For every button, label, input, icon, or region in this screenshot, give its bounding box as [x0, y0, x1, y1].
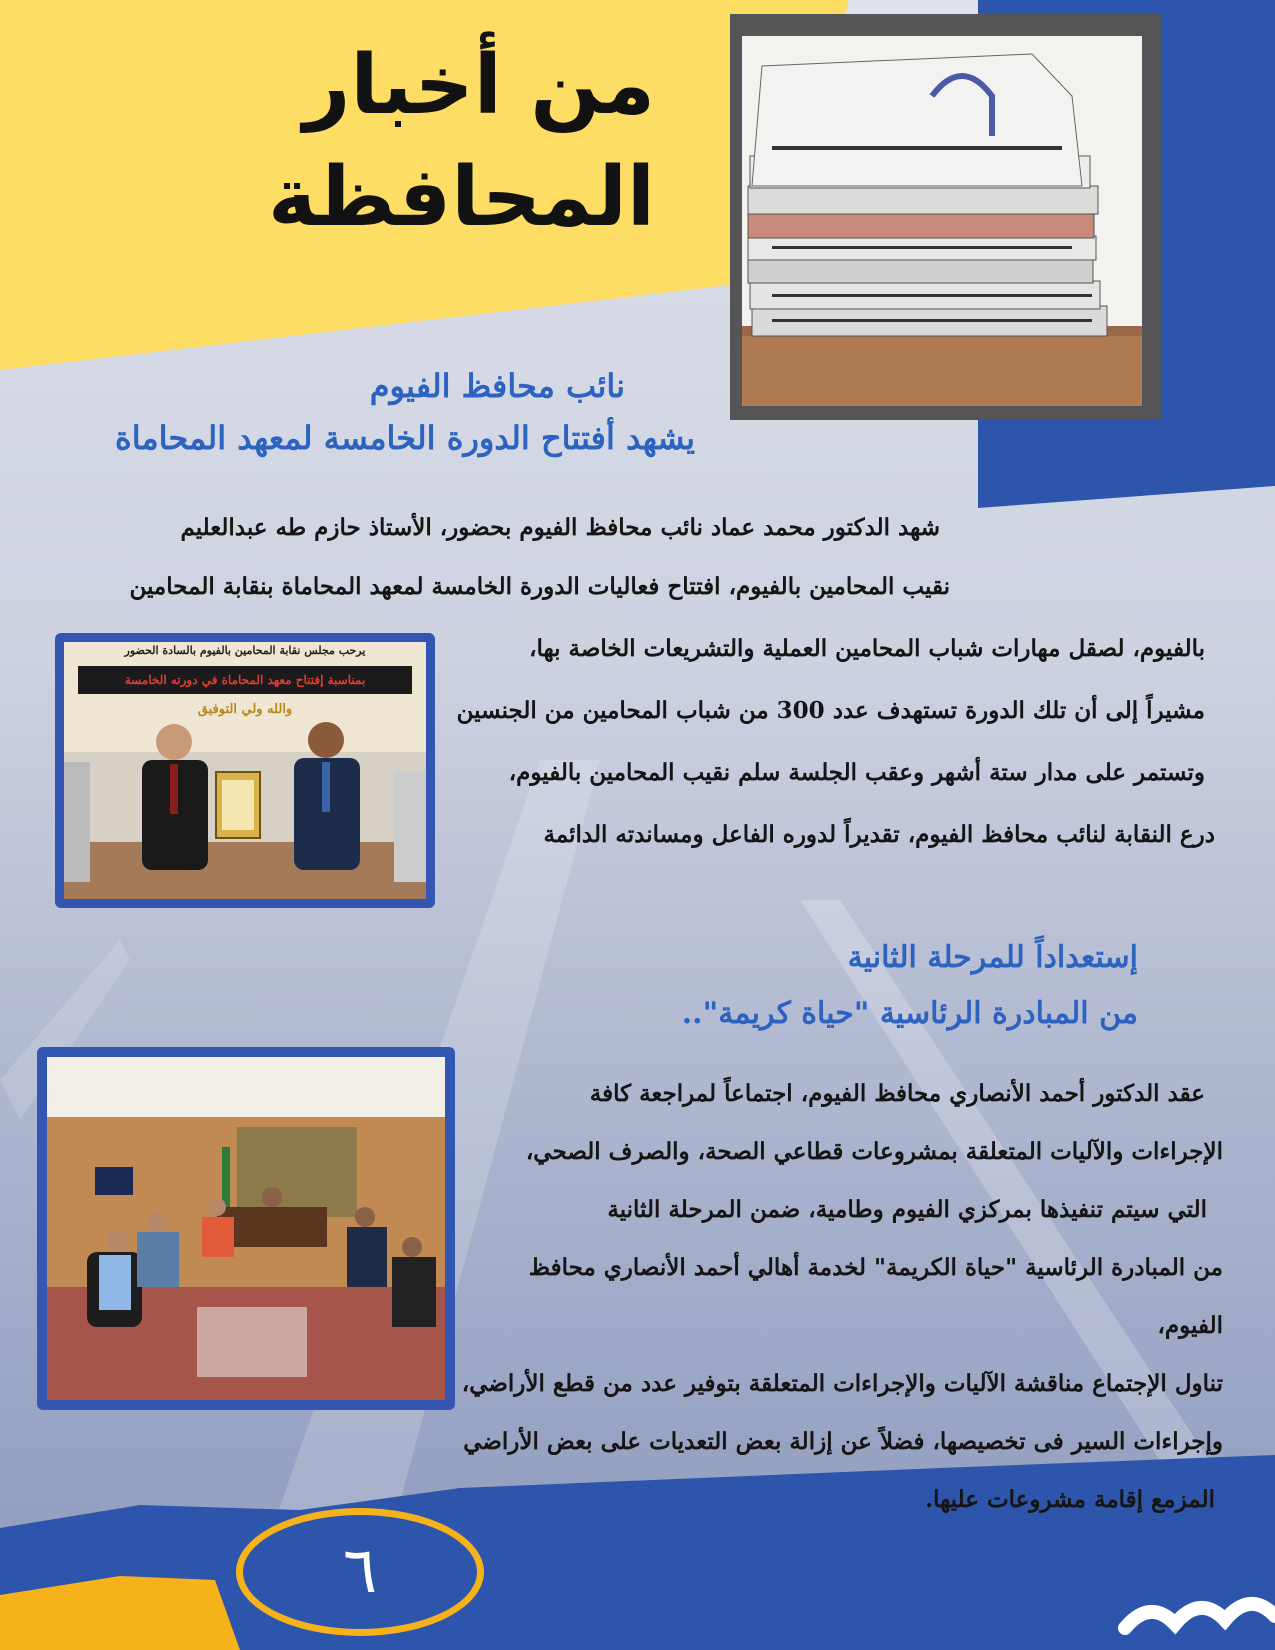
- banner-text-line1: يرحب مجلس نقابة المحامين بالفيوم بالسادة الحضور: [124, 644, 366, 657]
- article2-para-line2: الإجراءات والآليات المتعلقة بمشروعات قطاعي الصحة، والصرف الصحي،: [525, 1138, 1223, 1165]
- meeting-room-icon: [47, 1057, 445, 1400]
- newspapers-photo-frame: [730, 14, 1162, 420]
- newspaper-stack-icon: [742, 36, 1142, 406]
- article2-body-text: [458, 1065, 1223, 1529]
- award-scene-icon: [64, 642, 426, 899]
- article2-photo: [47, 1057, 445, 1400]
- page-title-line1: من أخبار: [303, 38, 655, 133]
- article2-headline: [640, 930, 1138, 1042]
- article1-para-line3: بالفيوم، لصقل مهارات شباب المحامين العملية والتشريعات الخاصة بها،: [529, 635, 1205, 662]
- article1-body-text: [450, 618, 1215, 866]
- article2-photo-frame: [37, 1047, 455, 1410]
- article2-para-line7: المزمع إقامة مشروعات عليها.: [925, 1486, 1215, 1513]
- page-title: [235, 30, 655, 254]
- article2-para-line6: وإجراءات السير فى تخصيصها، فضلاً عن إزالة بعض التعديات على بعض الأراضي: [463, 1428, 1223, 1455]
- banner-text-line3: والله ولي التوفيق: [197, 702, 293, 717]
- article1-para-line2: نقيب المحامين بالفيوم، افتتاح فعاليات الدورة الخامسة لمعهد المحاماة بنقابة المحامين: [129, 573, 950, 600]
- banner-text-line2: بمناسبة إفتتاح معهد المحاماة في دورته الخامسة: [78, 666, 412, 694]
- article2-headline-line2: من المبادرة الرئاسية "حياة كريمة"..: [681, 996, 1138, 1031]
- article1-intro-text: [50, 498, 950, 616]
- article1-headline-line1: نائب محافظ الفيوم: [369, 367, 625, 405]
- article1-photo: [64, 642, 426, 899]
- article1-para-line4: مشيراً إلى أن تلك الدورة تستهدف عدد 300 من شباب المحامين من الجنسين: [456, 697, 1205, 724]
- article1-para-line1: شهد الدكتور محمد عماد نائب محافظ الفيوم بحضور، الأستاذ حازم طه عبدالعليم: [180, 514, 940, 541]
- newspapers-photo: [742, 36, 1142, 406]
- article2-para-line1: عقد الدكتور أحمد الأنصاري محافظ الفيوم، اجتماعاً لمراجعة كافة: [589, 1080, 1205, 1107]
- article2-para-line4: من المبادرة الرئاسية "حياة الكريمة" لخدمة أهالي أحمد الأنصاري محافظ الفيوم،: [528, 1254, 1223, 1339]
- article2-headline-line1: إستعداداً للمرحلة الثانية: [847, 940, 1138, 975]
- page-title-line2: المحافظة: [267, 150, 655, 245]
- article2-para-line3: التي سيتم تنفيذها بمركزي الفيوم وطامية، ضمن المرحلة الثانية: [607, 1196, 1207, 1223]
- article1-photo-frame: [55, 633, 435, 908]
- article1-headline-line2: يشهد أفتتاح الدورة الخامسة لمعهد المحاماة: [114, 419, 695, 457]
- article1-headline: [80, 360, 695, 464]
- article2-para-line5: تناول الإجتماع مناقشة الآليات والإجراءات المتعلقة بتوفير عدد من قطع الأراضي،: [461, 1370, 1223, 1397]
- page-number: ٦: [236, 1508, 484, 1636]
- article1-para-line6: درع النقابة لنائب محافظ الفيوم، تقديراً لدوره الفاعل ومساندته الدائمة: [543, 821, 1215, 848]
- article1-para-line5: وتستمر على مدار ستة أشهر وعقب الجلسة سلم نقيب المحامين بالفيوم،: [508, 759, 1205, 786]
